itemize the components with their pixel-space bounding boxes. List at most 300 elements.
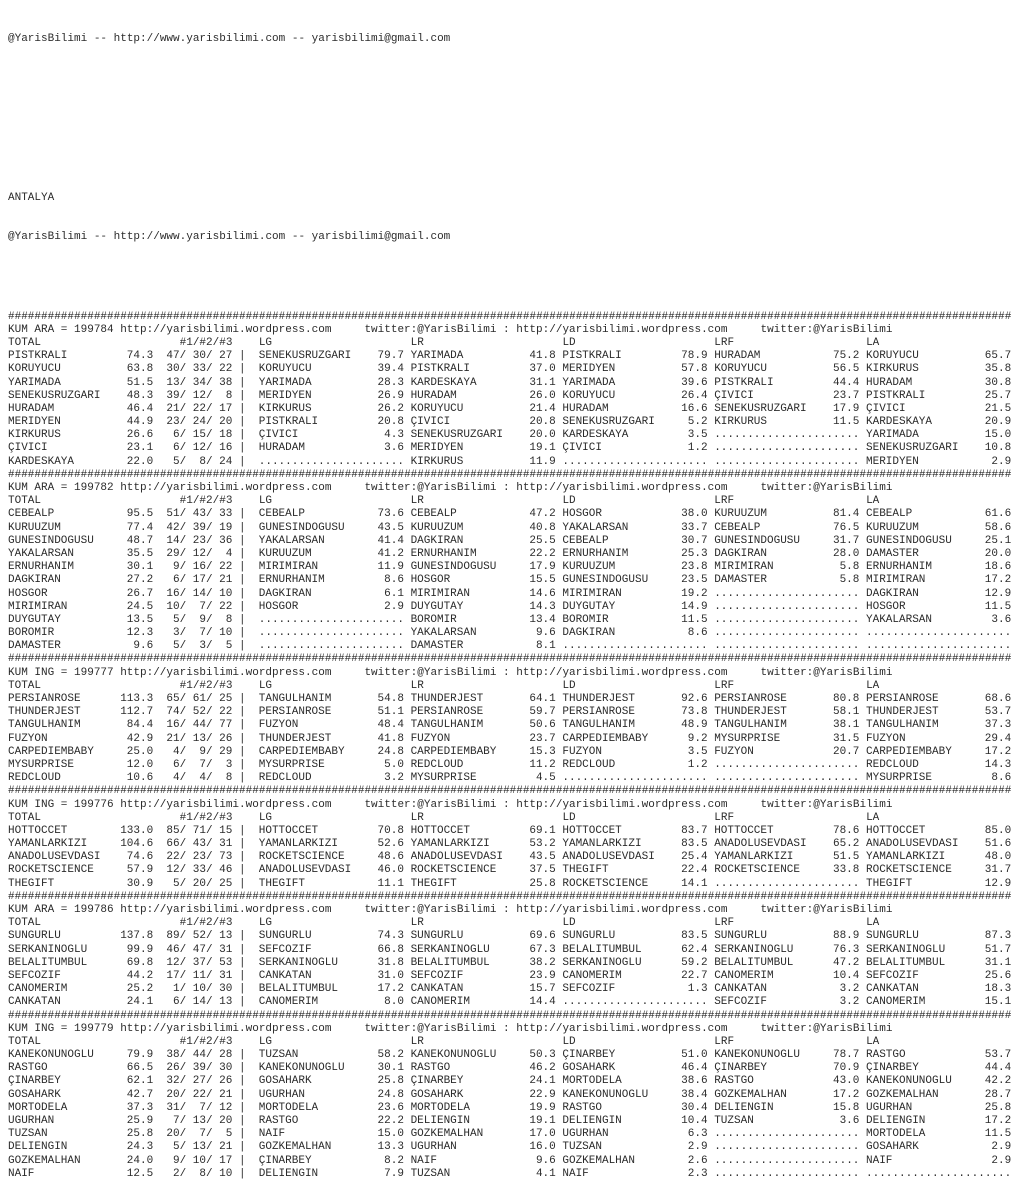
cell-name: CANOMERIM: [714, 969, 774, 982]
cell-score: 11.9: [529, 455, 556, 468]
pick-separator: /: [179, 376, 187, 389]
cell-lg: [259, 1102, 404, 1115]
pick-count: 17: [219, 402, 233, 415]
cell-name: SEFCOZIF: [866, 969, 919, 982]
empty-cell: ......................: [714, 600, 860, 613]
cell-lrf: [714, 390, 859, 403]
pick-count: 4: [172, 772, 180, 785]
pick-count: 7: [199, 627, 206, 640]
pick-count: 20: [219, 416, 233, 429]
column-divider: |: [238, 455, 246, 468]
cell-score: 8.6: [384, 574, 404, 587]
pick-count: 3: [172, 627, 180, 640]
pick-count: 14: [192, 587, 206, 600]
cell-name: MIRIMIRAN: [714, 561, 774, 574]
pick-separator: /: [179, 429, 187, 442]
cell-score: 3.2: [384, 772, 404, 785]
cell-lrf: [714, 627, 859, 640]
cell-ld: [562, 614, 707, 627]
cell-name: CANOMERIM: [410, 996, 470, 1009]
pick-separator: /: [205, 1101, 213, 1114]
cell-score: 30.1: [377, 1062, 404, 1075]
horse-name: KURUÜZÜM: [8, 521, 61, 534]
cell-lg: [259, 403, 404, 416]
cell-lr: [411, 535, 556, 548]
cell-name: UGURHAN: [410, 1141, 457, 1154]
cell-name: THEGIFT: [562, 864, 609, 877]
cell-score: 8.6: [687, 627, 708, 640]
horse-name: YARIMADA: [8, 376, 61, 389]
pick-count: 42: [166, 521, 180, 534]
cell-score: 67.3: [529, 943, 556, 956]
horse-name: SERKANINOGLU: [8, 943, 88, 956]
cell-score: 12.9: [984, 587, 1012, 600]
cell-lr: [411, 970, 556, 983]
pick-count: 47: [192, 943, 206, 956]
cell-score: 25.8: [984, 1101, 1012, 1114]
pick-separator: /: [179, 824, 187, 837]
result-row: [8, 970, 1024, 983]
cell-name: CARPEDIEMBABY: [562, 732, 649, 745]
column-divider: |: [238, 1128, 246, 1141]
pick-separator: /: [205, 587, 213, 600]
cell-score: 11.9: [377, 561, 404, 574]
cell-score: 9.6: [535, 1154, 556, 1167]
cell-name: GOSAHARK: [866, 1141, 919, 1154]
pick-count: 26: [219, 732, 233, 745]
total-score: 62.1: [126, 1075, 154, 1088]
cell-la: [866, 957, 1011, 970]
pick-separator: /: [205, 824, 213, 837]
twitter-handle: twitter:@YarisBilimi: [364, 666, 497, 679]
pick-separator: /: [179, 508, 187, 521]
result-row: [8, 601, 1024, 614]
cell-name: GÖZKEMALHAN: [562, 1154, 635, 1167]
cell-score: 2.9: [991, 1154, 1012, 1167]
cell-name: CEBEALP: [562, 534, 609, 547]
pick-separator: /: [205, 574, 213, 587]
pick-count: 6: [172, 574, 180, 587]
pick-count: 9: [172, 561, 180, 574]
cell-score: 14.1: [681, 877, 708, 890]
horse-name: YAMANLARKIZI: [8, 838, 88, 851]
cell-score: 11.2: [529, 758, 556, 771]
pick-separator: /: [179, 983, 187, 996]
cell-lr: [411, 851, 556, 864]
cell-name: PERSIANROSE: [714, 693, 787, 705]
pick-count: 31: [219, 969, 233, 982]
cell-lr: [411, 508, 556, 521]
horse-name: CEBEALP: [8, 508, 55, 521]
header-ld: LD: [562, 917, 576, 930]
pick-count: 6: [172, 442, 180, 455]
cell-name: MORTODELA: [258, 1101, 319, 1114]
column-divider: |: [238, 1167, 246, 1180]
cell-score: 25.1: [984, 534, 1012, 547]
cell-score: 3.5: [687, 429, 708, 442]
pick-count: 29: [166, 547, 180, 560]
pick-count: 8: [225, 389, 233, 402]
cell-score: 58.6: [984, 521, 1012, 534]
horse-name: MIRIMIRAN: [8, 600, 68, 613]
horse-name: KIRKURUS: [8, 429, 61, 442]
cell-score: 65.7: [984, 350, 1012, 363]
pick-separator: /: [205, 1167, 213, 1180]
pick-count: 17: [192, 574, 206, 587]
empty-cell: ......................: [258, 627, 404, 640]
empty-cell: ......................: [714, 627, 860, 640]
pick-separator: /: [179, 1141, 187, 1154]
horse-name: KANEKONUNOGLU: [8, 1049, 94, 1062]
cell-ld: [562, 1141, 707, 1154]
horse-name: HOTTOCCET: [8, 824, 68, 837]
column-divider: |: [238, 1088, 246, 1101]
empty-cell: ......................: [714, 429, 860, 442]
site-link: http://yarisbilimi.wordpress.com: [516, 798, 728, 811]
cell-lrf: [714, 1049, 859, 1062]
cell-name: GÜNESINDOGUSU: [866, 534, 952, 547]
cell-la: [866, 706, 1011, 719]
cell-score: 46.2: [529, 1062, 556, 1075]
cell-score: 3.6: [991, 613, 1012, 626]
cell-score: 40.8: [529, 521, 556, 534]
result-row: [8, 996, 1024, 1009]
pick-separator: /: [205, 402, 213, 415]
cell-ld: [562, 1115, 707, 1128]
pick-separator: /: [205, 930, 213, 943]
cell-score: 26.0: [529, 389, 556, 402]
site-link: http://yarisbilimi.wordpress.com: [120, 482, 332, 494]
pick-count: 89: [166, 930, 180, 943]
cell-lg: [259, 416, 404, 429]
cell-score: 22.7: [681, 969, 708, 982]
pick-count: 34: [192, 376, 206, 389]
cell-la: [866, 759, 1011, 772]
cell-name: CANKATAN: [866, 983, 919, 996]
cell-score: 5.8: [839, 574, 860, 587]
pick-count: 17: [219, 1154, 233, 1167]
cell-name: BOROMIR: [410, 613, 457, 626]
cell-name: KURUÜZÜM: [866, 521, 919, 534]
cell-score: 25.8: [529, 877, 556, 890]
cell-score: 15.1: [984, 996, 1012, 1009]
cell-ld: [562, 944, 707, 957]
pick-count: 46: [219, 864, 233, 877]
site-link: http://yarisbilimi.wordpress.com: [516, 666, 728, 679]
cell-lr: [411, 1102, 556, 1115]
twitter-handle: twitter:@YarisBilimi: [364, 904, 497, 916]
pick-count: 16: [219, 442, 233, 455]
pick-count: 66: [166, 838, 180, 851]
cell-score: 4.3: [384, 429, 404, 442]
cell-score: 24.1: [529, 1075, 556, 1088]
site-link: http://yarisbilimi.wordpress.com: [516, 482, 728, 494]
cell-name: KIRKURUS: [258, 402, 312, 415]
cell-name: KIRKURUS: [866, 363, 919, 376]
cell-name: PISTKRALI: [562, 350, 622, 363]
header-la: LA: [866, 1035, 880, 1048]
cell-score: 17.2: [984, 745, 1012, 758]
horse-name: FÜZYON: [8, 732, 48, 745]
cell-la: [866, 838, 1011, 851]
pick-count: 22: [192, 1088, 206, 1101]
pick-separator: /: [205, 706, 213, 719]
result-row: [8, 1141, 1024, 1154]
pick-count: 13: [219, 996, 233, 1009]
cell-name: ÇINARBEY: [410, 1075, 464, 1088]
cell-name: TÜZSAN: [410, 1167, 451, 1180]
cell-name: MORTODELA: [410, 1101, 470, 1114]
race-heading: KUM ARA = 199784: [8, 323, 114, 336]
pick-count: 9: [199, 613, 206, 626]
horse-name: TÜZSAN: [8, 1128, 48, 1141]
result-row: [8, 574, 1024, 587]
cell-name: KIRKURUS: [714, 416, 767, 429]
cell-name: SENEKUSRÜZGARI: [410, 429, 503, 442]
empty-cell: ......................: [258, 455, 404, 468]
pick-count: 5: [172, 455, 180, 468]
site-link: http://yarisbilimi.wordpress.com: [516, 323, 728, 336]
cell-name: MERIDYEN: [562, 363, 616, 376]
cell-lg: [259, 601, 404, 614]
cell-ld: [562, 1089, 707, 1102]
cell-ld: [562, 983, 707, 996]
pick-separator: /: [205, 851, 213, 864]
cell-la: [866, 930, 1011, 943]
column-divider: |: [238, 719, 246, 732]
total-score: 37.3: [126, 1101, 154, 1114]
pick-separator: /: [179, 1062, 187, 1075]
cell-score: 20.0: [984, 547, 1012, 560]
cell-lrf: [714, 1128, 859, 1141]
empty-cell: ......................: [714, 758, 860, 771]
cell-score: 28.0: [832, 547, 860, 560]
total-score: 42.9: [126, 732, 154, 745]
result-row: [8, 614, 1024, 627]
cell-name: KORUYUCU: [410, 402, 464, 415]
horse-name: CARPEDIEMBABY: [8, 745, 94, 758]
cell-la: [866, 390, 1011, 403]
pick-separator: /: [205, 758, 213, 771]
cell-score: 47.2: [832, 956, 860, 969]
twitter-handle: twitter:@YarisBilimi: [760, 666, 893, 679]
cell-score: 33.7: [681, 521, 708, 534]
race-header: [8, 324, 1024, 337]
cell-ld: [562, 1062, 707, 1075]
cell-score: 51.5: [832, 851, 860, 864]
cell-name: HÜRADAM: [714, 350, 761, 363]
cell-name: RASTGO: [258, 1115, 299, 1127]
pick-count: 14: [166, 534, 180, 547]
cell-lrf: [714, 759, 859, 772]
cell-name: SENEKUSRÜZGARI: [562, 416, 655, 429]
pick-count: 22: [219, 706, 233, 719]
cell-name: RASTGO: [410, 1062, 451, 1075]
cell-ld: [562, 377, 707, 390]
pick-count: 22: [219, 363, 233, 376]
cell-la: [866, 548, 1011, 561]
race-heading: KUM ING = 199776: [8, 798, 114, 811]
cell-name: MORTODELA: [562, 1075, 622, 1088]
cell-score: 24.8: [377, 1088, 404, 1101]
cell-ld: [562, 403, 707, 416]
cell-score: 1.2: [687, 758, 708, 771]
cell-name: ÇIVICI: [714, 389, 754, 402]
blank-line: [8, 271, 1024, 284]
cell-ld: [562, 1049, 707, 1062]
cell-lr: [411, 377, 556, 390]
cell-name: ANADOLUSEVDASI: [866, 838, 959, 851]
result-row: [8, 535, 1024, 548]
cell-lrf: [714, 1102, 859, 1115]
pick-separator: /: [205, 983, 213, 996]
header-la: LA: [866, 811, 880, 824]
column-divider: |: [238, 996, 246, 1009]
cell-lr: [411, 733, 556, 746]
pick-count: 37: [192, 956, 206, 969]
horse-name: TANGÜLHANIM: [8, 719, 81, 732]
cell-lrf: [714, 456, 859, 469]
cell-lrf: [714, 733, 859, 746]
cell-ld: [562, 970, 707, 983]
cell-name: THUNDERJEST: [410, 693, 484, 705]
cell-score: 92.6: [681, 693, 708, 705]
cell-lg: [259, 456, 404, 469]
cell-score: 78.7: [832, 1049, 860, 1062]
pick-separator: /: [205, 640, 213, 653]
cell-name: DELIENGIN: [258, 1167, 319, 1180]
cell-score: 19.1: [529, 442, 556, 455]
cell-name: SEFCOZIF: [562, 983, 616, 996]
cell-name: ANADOLUSEVDASI: [562, 851, 655, 864]
pick-count: 5: [172, 877, 180, 890]
cell-name: MERIDYEN: [410, 442, 464, 455]
cell-score: 2.9: [687, 1141, 708, 1154]
pick-count: 27: [192, 1075, 206, 1088]
cell-name: YAMANLARKIZI: [410, 838, 490, 851]
pick-count: 9: [172, 1154, 180, 1167]
cell-score: 1.3: [687, 983, 708, 996]
cell-score: 81.4: [832, 508, 860, 521]
cell-lg: [259, 1115, 404, 1128]
cell-la: [866, 535, 1011, 548]
empty-cell: ......................: [562, 772, 708, 785]
pick-count: 31: [166, 1101, 180, 1114]
total-score: 25.8: [126, 1128, 154, 1141]
pick-count: 4: [172, 745, 180, 758]
cell-score: 20.8: [529, 416, 556, 429]
cell-score: 22.9: [529, 1088, 556, 1101]
cell-score: 43.0: [832, 1075, 860, 1088]
cell-score: 38.4: [681, 1088, 708, 1101]
pick-count: 21: [219, 1088, 233, 1101]
cell-lr: [411, 772, 556, 785]
cell-lr: [411, 706, 556, 719]
race-header: [8, 1023, 1024, 1036]
pick-count: 18: [219, 429, 233, 442]
total-score: 35.5: [126, 547, 154, 560]
site-link: http://yarisbilimi.wordpress.com: [120, 323, 332, 336]
cell-name: MIRIMIRAN: [258, 561, 319, 574]
site-link: http://yarisbilimi.wordpress.com: [120, 1022, 332, 1035]
cell-lg: [259, 838, 404, 851]
pick-separator: /: [179, 613, 187, 626]
empty-cell: ......................: [714, 613, 860, 626]
cell-name: PERSIANROSE: [410, 706, 484, 719]
cell-ld: [562, 851, 707, 864]
cell-score: 17.9: [832, 402, 860, 415]
cell-name: DAMASTER: [714, 574, 767, 587]
cell-lr: [411, 1168, 556, 1181]
pick-separator: /: [179, 930, 187, 943]
pick-separator: /: [205, 719, 213, 732]
pick-count: 43: [192, 838, 206, 851]
pick-separator: /: [205, 838, 213, 851]
cell-lr: [411, 1115, 556, 1128]
cell-score: 23.7: [529, 732, 556, 745]
pick-count: 21: [219, 574, 233, 587]
cell-name: PERSIANROSE: [562, 706, 635, 719]
total-score: 113.3: [120, 693, 154, 705]
cell-name: YARIMADA: [866, 429, 919, 442]
cell-score: 21.5: [984, 402, 1012, 415]
empty-cell: ......................: [714, 1167, 860, 1180]
pick-count: 12: [166, 956, 180, 969]
horse-name: ERNURHANIM: [8, 561, 75, 574]
column-divider: |: [238, 745, 246, 758]
cell-name: GÖZKEMALHAN: [258, 1141, 332, 1154]
cell-lg: [259, 1062, 404, 1075]
cell-score: 30.8: [984, 376, 1012, 389]
blank-line: [8, 152, 1024, 165]
race-header: [8, 799, 1024, 812]
total-score: 23.1: [126, 442, 154, 455]
cell-name: DELIENGIN: [866, 1115, 926, 1127]
result-row: [8, 548, 1024, 561]
cell-lr: [411, 1141, 556, 1154]
pick-count: 13: [166, 376, 180, 389]
pick-separator: /: [179, 547, 187, 560]
cell-lr: [411, 1155, 556, 1168]
column-divider: |: [238, 416, 246, 429]
total-score: 51.5: [126, 376, 154, 389]
pick-count: 21: [219, 1141, 233, 1154]
horse-name: GÜNESINDOGUSU: [8, 534, 94, 547]
cell-score: 14.4: [529, 996, 556, 1009]
race-header: [8, 667, 1024, 680]
cell-lrf: [714, 442, 859, 455]
cell-score: 23.8: [681, 561, 708, 574]
pick-separator: /: [179, 838, 187, 851]
cell-lrf: [714, 508, 859, 521]
cell-lrf: [714, 944, 859, 957]
column-divider: |: [238, 613, 246, 626]
column-divider: |: [238, 956, 246, 969]
column-divider: |: [238, 1049, 246, 1062]
cell-score: 48.0: [984, 851, 1012, 864]
cell-score: 59.7: [529, 706, 556, 719]
empty-cell: ......................: [714, 455, 860, 468]
cell-name: CANKATAN: [258, 969, 312, 982]
cell-name: GÖZKEMALHAN: [410, 1128, 484, 1141]
cell-la: [866, 561, 1011, 574]
cell-score: 7.9: [384, 1167, 404, 1180]
cell-score: 20.7: [832, 745, 860, 758]
twitter-handle: twitter:@YarisBilimi: [364, 323, 497, 336]
twitter-separator: :: [503, 482, 510, 494]
column-divider: |: [238, 442, 246, 455]
contact-line: @YarisBilimi -- http://www.yarisbilimi.com -- yarisbilimi@gmail.com: [8, 231, 451, 244]
